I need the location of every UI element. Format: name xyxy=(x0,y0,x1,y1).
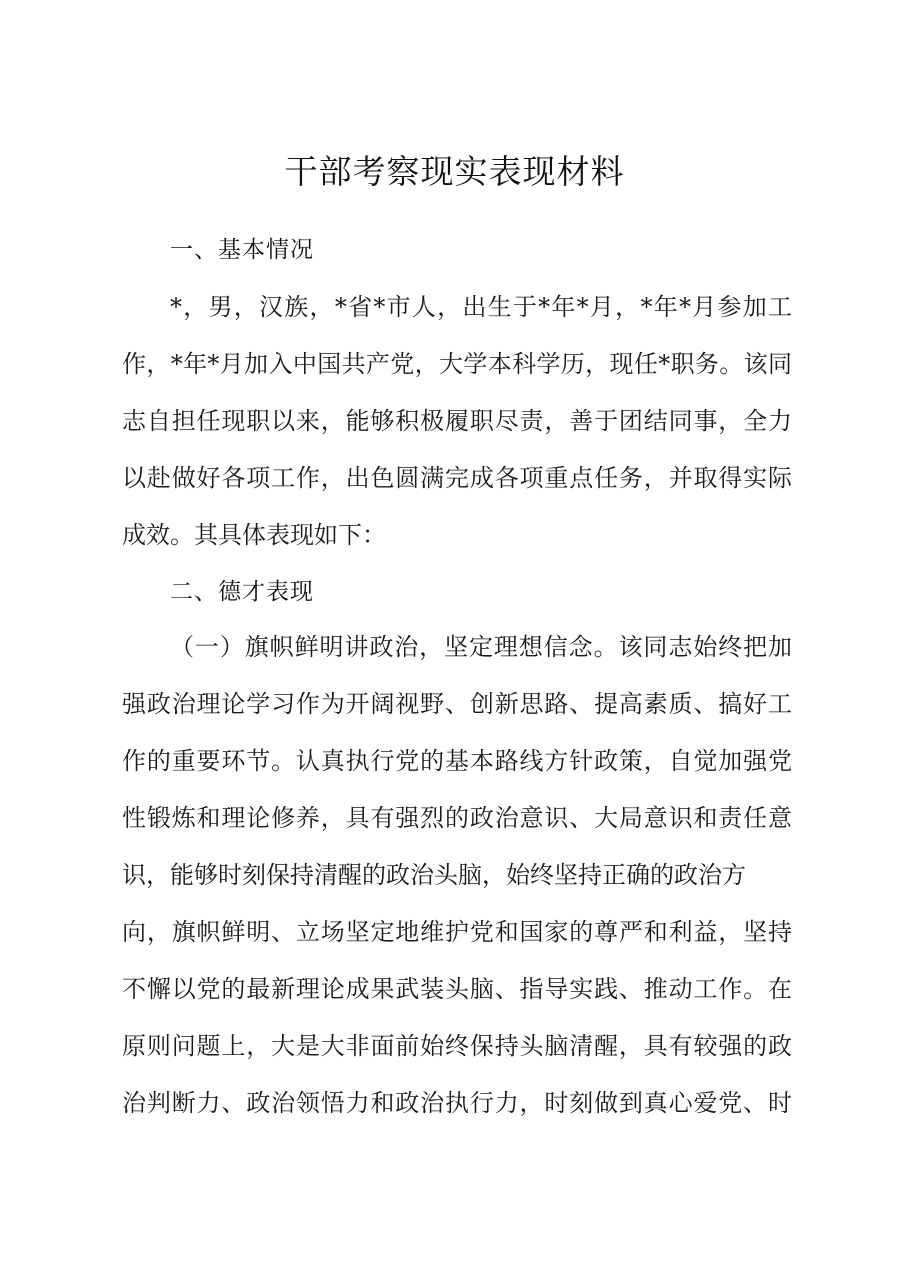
paragraph-line: 成效。其具体表现如下： xyxy=(122,521,386,549)
paragraph-line: （一）旗帜鲜明讲政治，坚定理想信念。该同志始终把加 xyxy=(170,633,792,661)
paragraph-line: *，男，汉族，*省*市人，出生于*年*月，*年*月参加工 xyxy=(170,293,792,321)
paragraph-line: 强政治理论学习作为开阔视野、创新思路、提高素质、搞好工 xyxy=(122,690,792,718)
paragraph-line: 以赴做好各项工作，出色圆满完成各项重点任务，并取得实际 xyxy=(122,464,792,492)
paragraph-line: 向，旗帜鲜明、立场坚定地维护党和国家的尊严和利益，坚持 xyxy=(122,918,792,946)
paragraph-line: 志自担任现职以来，能够积极履职尽责，善于团结同事，全力 xyxy=(122,407,792,435)
paragraph-line: 识，能够时刻保持清醒的政治头脑，始终坚持正确的政治方 xyxy=(122,861,746,889)
paragraph-line: 不懈以党的最新理论成果武装头脑、指导实践、推动工作。在 xyxy=(122,975,792,1003)
section-heading-performance: 二、德才表现 xyxy=(170,579,314,605)
section-heading-basic-info: 一、基本情况 xyxy=(170,237,314,263)
paragraph-line: 原则问题上，大是大非面前始终保持头脑清醒，具有较强的政 xyxy=(122,1032,792,1060)
document-title: 干部考察现实表现材料 xyxy=(284,152,625,191)
paragraph-line: 治判断力、政治领悟力和政治执行力，时刻做到真心爱党、时 xyxy=(122,1089,792,1117)
paragraph-line: 作，*年*月加入中国共产党，大学本科学历，现任*职务。该同 xyxy=(122,350,792,378)
paragraph-line: 作的重要环节。认真执行党的基本路线方针政策，自觉加强党 xyxy=(122,747,792,775)
paragraph-line: 性锻炼和理论修养，具有强烈的政治意识、大局意识和责任意 xyxy=(122,804,792,832)
